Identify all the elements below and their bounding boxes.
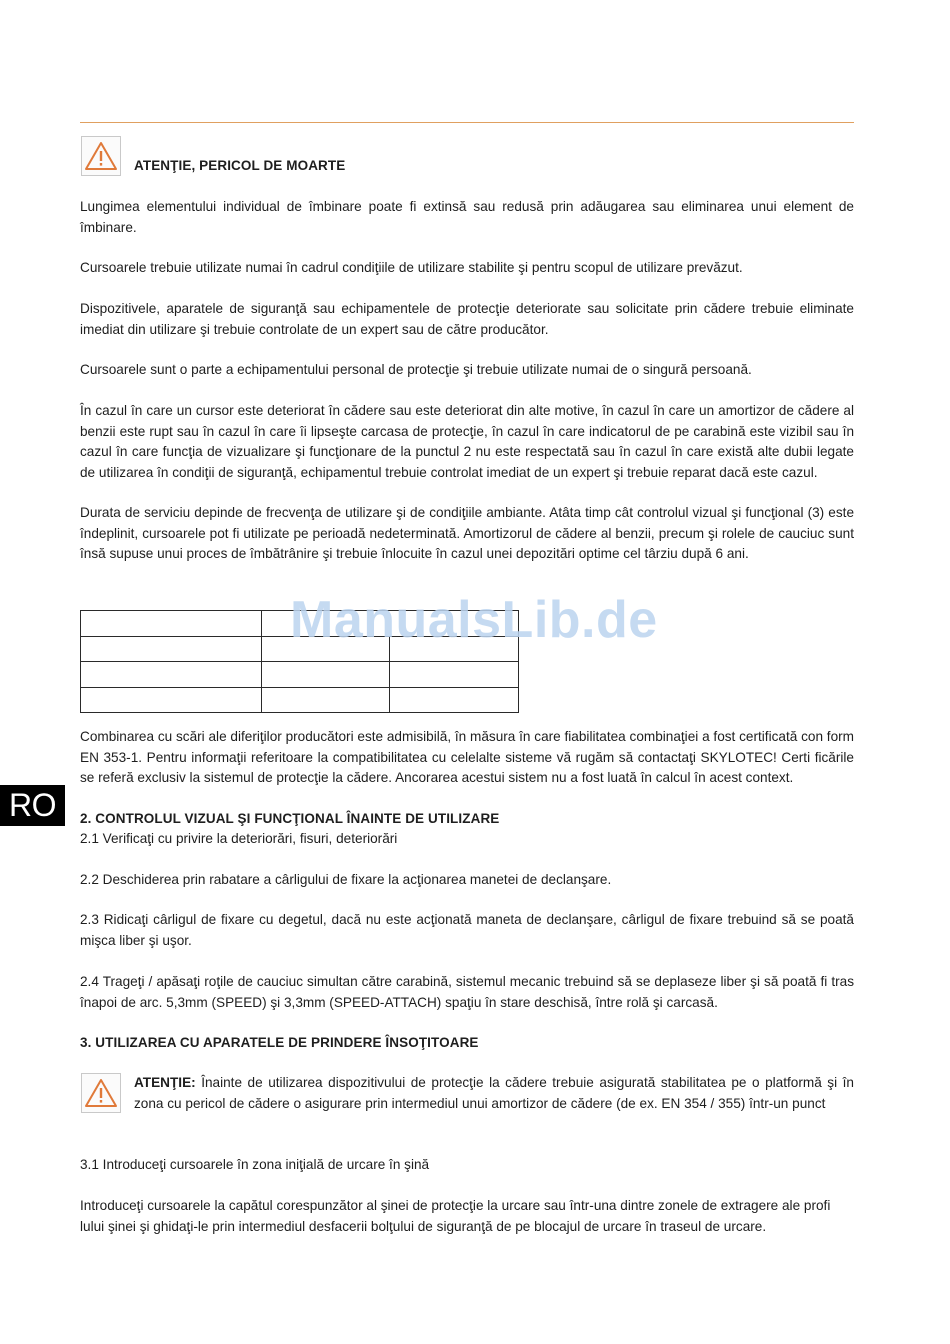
paragraph: Cursoarele trebuie utilizate numai în cadrul condiţiile de utilizare stabilite şi pentru scopul de utilizare prevăzut. (80, 260, 743, 275)
warning-icon (81, 1073, 121, 1113)
paragraph: Durata de serviciu depinde de frecvenţa de utilizare şi de condiţiile ambiante. Atâta timp cât controlul vizual şi funcţional (3) este îndeplinit, cursoarele pot fi utilizate pe perioadă nedeterminată. Amortizorul de cădere al benzii, precum şi rolele de cauciuc sunt însă supuse unui proces de îmbătrânire şi trebuie înlocuite în cazul unei depozitări optime cel târziu după 6 ani. (80, 505, 854, 562)
section-2-item: 2.2 Deschiderea prin rabatare a cârligului de fixare la acţionarea manetei de declanşare. (80, 872, 612, 887)
section-2-heading: 2. CONTROLUL VIZUAL ŞI FUNCŢIONAL ÎNAINTE DE UTILIZARE (80, 811, 500, 826)
section-3-item: 3.1 Introduceţi cursoarele în zona iniţială de urcare în şină (80, 1157, 430, 1172)
table-cell (390, 662, 519, 688)
table-cell (262, 636, 390, 662)
paragraph: Cursoarele sunt o parte a echipamentului personal de protecţie şi trebuie utilizate numai de o singură persoană. (80, 362, 752, 377)
section-2-item: 2.4 Trageţi / apăsaţi roţile de cauciuc simultan către carabină, sistemul mecanic trebuind să se deplaseze liber şi să poată fi tras înapoi de arc. 5,3mm (SPEED) şi 3,3mm (SPEED-ATTACH) spaţiu în stare deschisă, între rolă şi carcasă. (80, 974, 854, 1010)
table-row (81, 687, 519, 713)
table-cell (262, 687, 390, 713)
paragraph: Dispozitivele, aparatele de siguranţă sau echipamentele de protecţie deteriorate sau solicitate prin cădere trebuie eliminate imediat din utilizare şi trebuie controlate de un expert sau de către producător. (80, 301, 854, 337)
table-row (81, 636, 519, 662)
section-3-paragraph: Introduceţi cursoarele la capătul corespunzător al şinei de protecţie la urcare sau într-una dintre zonele de extragere ale profi lului şinei şi ghidaţi-le prin intermediul desfacerii bolţului de siguranţă de pe blocajul de urcare în traseul de urcare. (80, 1198, 831, 1234)
language-tab-label: RO (9, 787, 56, 823)
table-cell (390, 636, 519, 662)
table-cell (262, 611, 519, 637)
paragraph: Lungimea elementului individual de îmbinare poate fi extinsă sau redusă prin adăugarea sau eliminarea unui element de îmbinare. (80, 199, 854, 235)
paragraph: În cazul în care un cursor este deteriorat în cădere sau este deteriorat din alte motive, în cazul în care un amortizor de cădere al benzii este rupt sau în cazul în care îi lipseşte carcasa de protecţie, în cazul în care indicatorul de pe carabină este vizibil sau în cazul în care funcţia de vizualizare şi funcţionare de la punctul 2 nu este respectată sau în cazul în care există alte dubii legate de utilizarea în condiţii de siguranţă, echipamentul trebuie controlat imediat de un expert şi trebuie reparat dacă este cazul. (80, 403, 854, 481)
watermark: ManualsLib.de (290, 591, 658, 649)
warning-heading: ATENŢIE, PERICOL DE MOARTE (134, 158, 346, 173)
table-row (81, 611, 519, 637)
compatibility-table (80, 610, 519, 713)
section-3-heading: 3. UTILIZAREA CU APARATELE DE PRINDERE ÎNSOŢITOARE (80, 1035, 479, 1050)
warning-icon (81, 136, 121, 176)
table-cell (262, 662, 390, 688)
section-3-warning (134, 1073, 854, 1114)
warning-triangle-icon (84, 1077, 118, 1109)
section-2-item: 2.3 Ridicaţi cârligul de fixare cu degetul, dacă nu este acţionată maneta de declanşare, cârligul de fixare trebuind să se poată mişca liber şi uşor. (80, 912, 854, 948)
combination-paragraph: Combinarea cu scări ale diferiţilor producători este admisibilă, în măsura în care fiabilitatea combinaţiei a fost certificată con form EN 353-1. Pentru informaţii referitoare la compatibilitatea cu celelalte sisteme vă rugăm să contactaţi SKYLOTEC! Certi ficările se referă exclusiv la sistemul de protecţie la cădere. Ancorarea acestui sistem nu a fost luată în calcul în acest context. (80, 729, 854, 786)
table-cell (81, 611, 262, 637)
warning-label: ATENŢIE: (134, 1075, 196, 1090)
header-rule (80, 122, 854, 123)
section-2-item: 2.1 Verificaţi cu privire la deteriorări, fisuri, deteriorări (80, 831, 398, 846)
language-tab (0, 785, 65, 826)
table-row (81, 662, 519, 688)
table-cell (81, 636, 262, 662)
table-cell (81, 662, 262, 688)
table-cell (81, 687, 262, 713)
warning-triangle-icon (84, 140, 118, 172)
table-cell (390, 687, 519, 713)
warning-text: Înainte de utilizarea dispozitivului de protecţie la cădere trebuie asigurată stabilitatea pe o platformă şi în zona cu pericol de cădere o asigurare prin intermediul unui amortizor de cădere (de ex. EN 354 / 355) într-un punct (134, 1075, 854, 1111)
